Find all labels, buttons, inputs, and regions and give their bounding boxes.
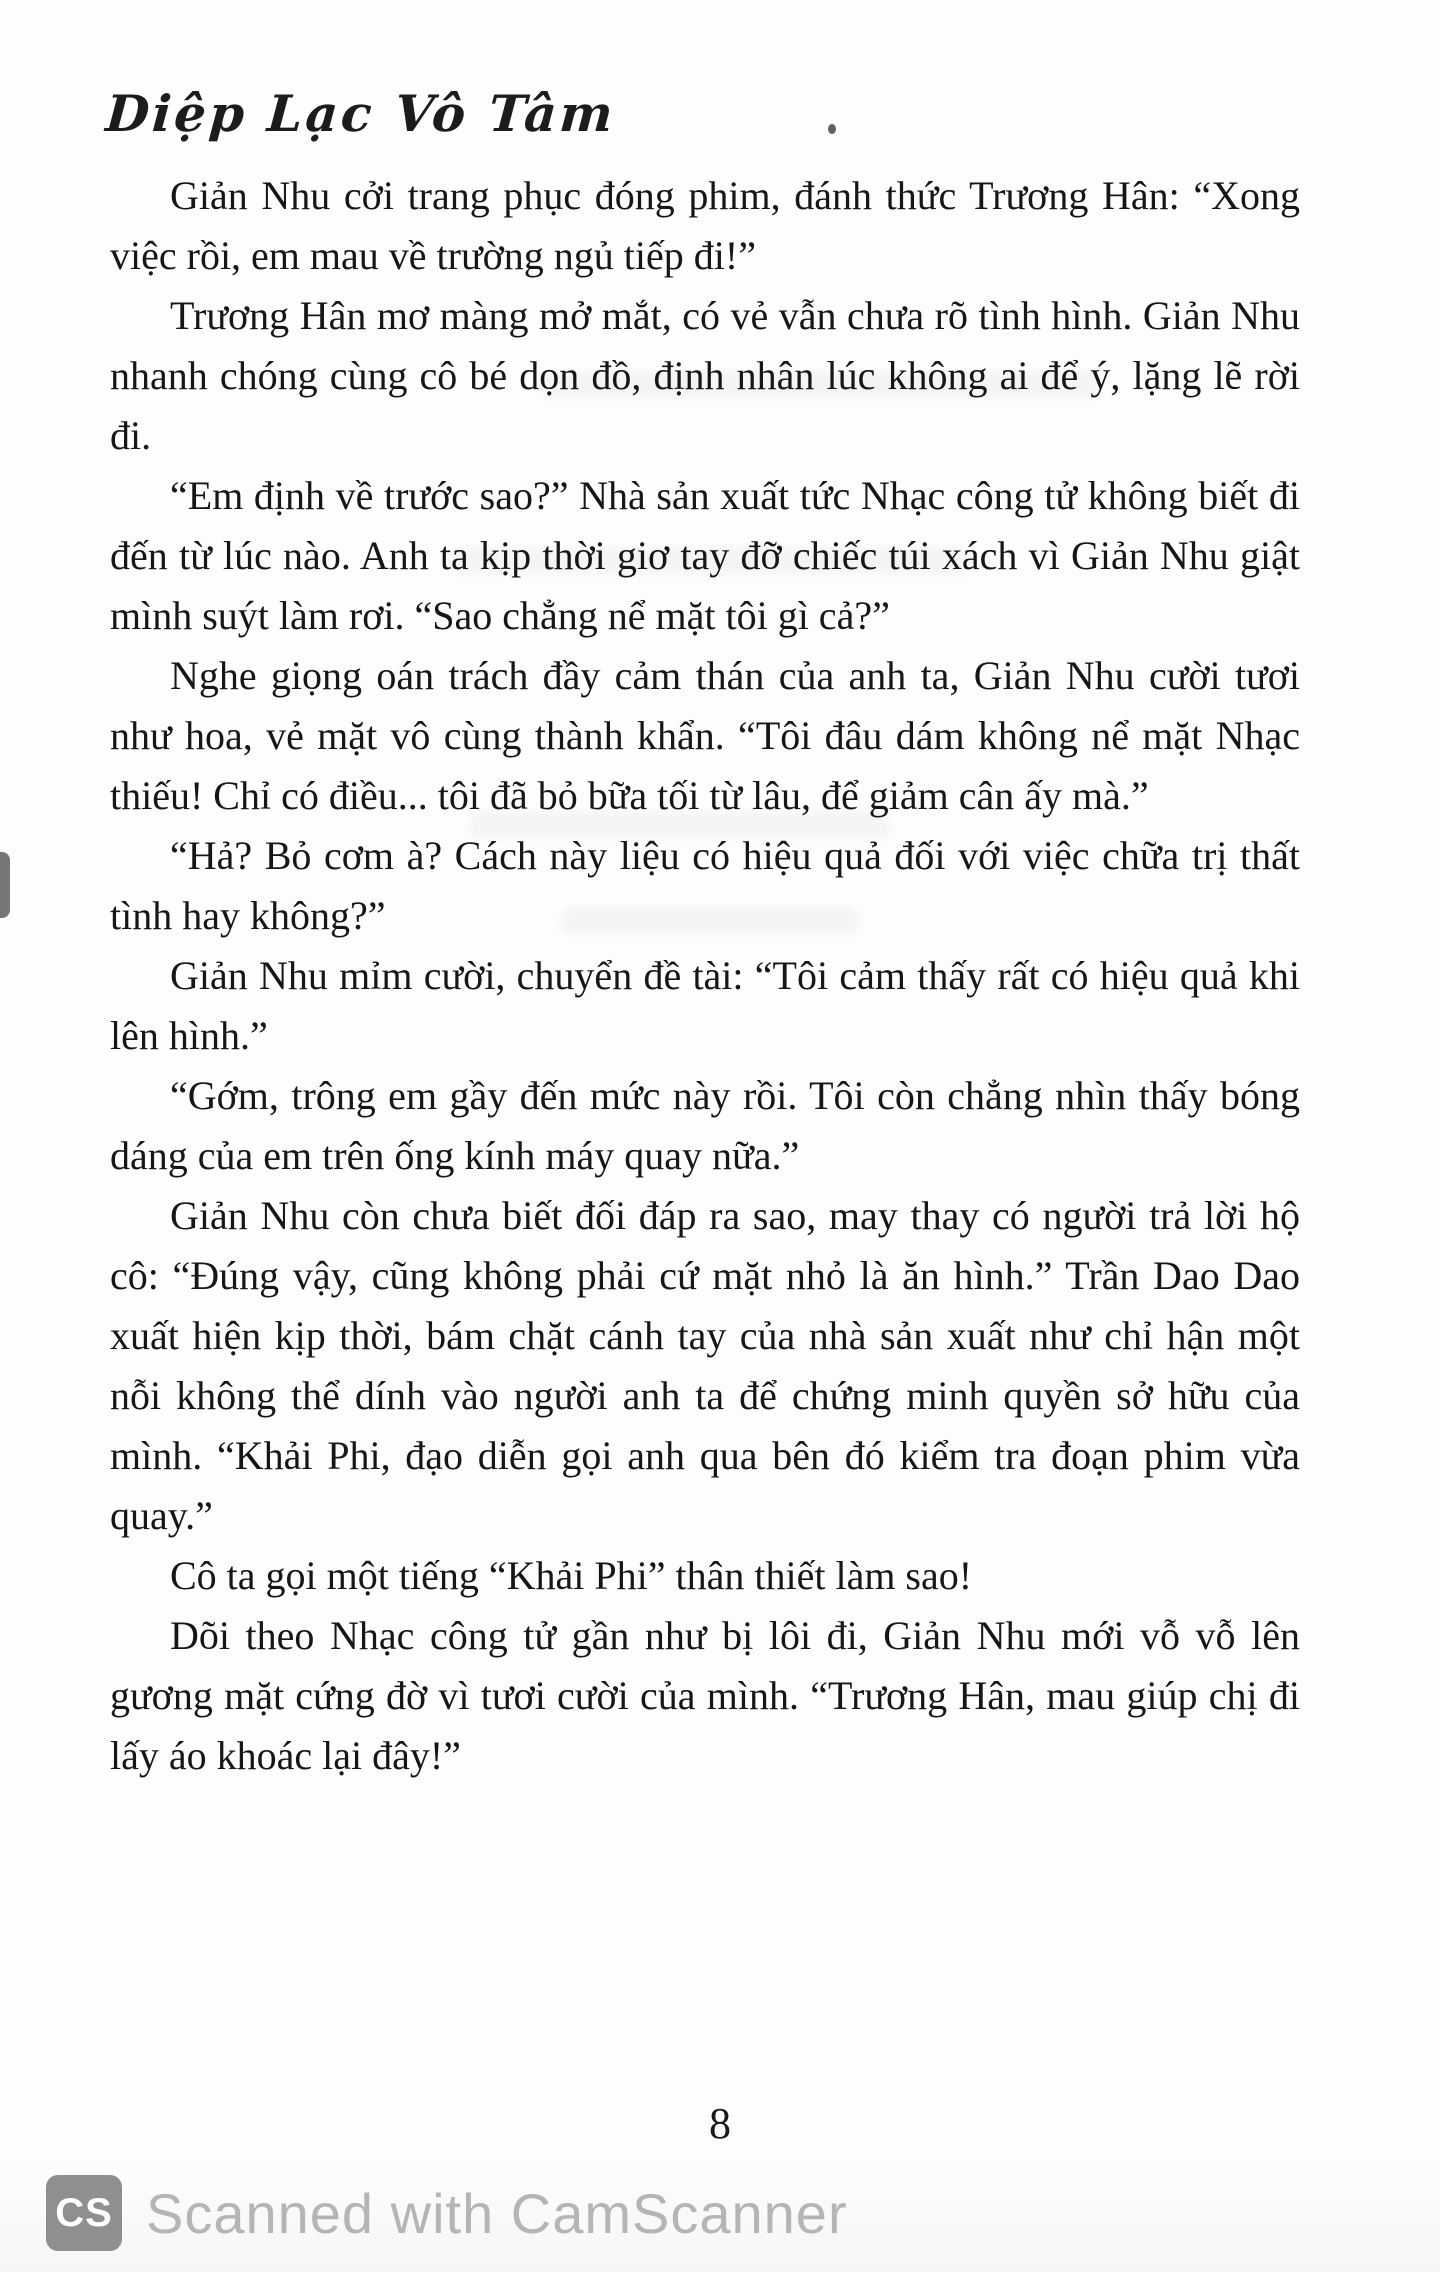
camscanner-footer xyxy=(0,2154,1440,2272)
paragraph: Giản Nhu còn chưa biết đối đáp ra sao, may thay có người trả lời hộ cô: “Đúng vậy, cũng không phải cứ mặt nhỏ là ăn hình.” Trần Dao Dao xuất hiện kịp thời, bám chặt cánh tay của nhà sản xuất như chỉ hận một nỗi không thể dính vào người anh ta để chứng minh quyền sở hữu của mình. “Khải Phi, đạo diễn gọi anh qua bên đó kiểm tra đoạn phim vừa quay.” xyxy=(110,1193,1300,1538)
author-name: Diệp Lạc Vô Tâm xyxy=(103,84,618,143)
page-number: 8 xyxy=(709,2099,731,2148)
scan-smudge xyxy=(0,852,10,918)
page-body xyxy=(110,166,1300,1786)
camscanner-logo-icon xyxy=(46,2175,122,2251)
paragraph: Dõi theo Nhạc công tử gần như bị lôi đi, Giản Nhu mới vỗ vỗ lên gương mặt cứng đờ vì tươi cười của mình. “Trương Hân, mau giúp chị đi lấy áo khoác lại đây!” xyxy=(110,1613,1300,1778)
paragraph: Nghe giọng oán trách đầy cảm thán của anh ta, Giản Nhu cười tươi như hoa, vẻ mặt vô cùng thành khẩn. “Tôi đâu dám không nể mặt Nhạc thiếu! Chỉ có điều... tôi đã bỏ bữa tối từ lâu, để giảm cân ấy mà.” xyxy=(110,653,1300,818)
paragraph: “Gớm, trông em gầy đến mức này rồi. Tôi còn chẳng nhìn thấy bóng dáng của em trên ống kính máy quay nữa.” xyxy=(110,1073,1300,1178)
paragraph: Giản Nhu cởi trang phục đóng phim, đánh thức Trương Hân: “Xong việc rồi, em mau về trường ngủ tiếp đi!” xyxy=(110,173,1300,278)
paragraph: “Hả? Bỏ cơm à? Cách này liệu có hiệu quả đối với việc chữa trị thất tình hay không?” xyxy=(110,833,1300,938)
paragraph: Giản Nhu mỉm cười, chuyển đề tài: “Tôi cảm thấy rất có hiệu quả khi lên hình.” xyxy=(110,953,1300,1058)
camscanner-watermark-text: Scanned with CamScanner xyxy=(146,2181,848,2245)
scan-ink-dot xyxy=(828,124,836,134)
camscanner-logo-text: CS xyxy=(55,2190,113,2235)
paragraph: “Em định về trước sao?” Nhà sản xuất tức Nhạc công tử không biết đi đến từ lúc nào. Anh ta kịp thời giơ tay đỡ chiếc túi xách vì Giản Nhu giật mình suýt làm rơi. “Sao chẳng nể mặt tôi gì cả?” xyxy=(110,473,1300,638)
paragraph: Trương Hân mơ màng mở mắt, có vẻ vẫn chưa rõ tình hình. Giản Nhu nhanh chóng cùng cô bé dọn đồ, định nhân lúc không ai để ý, lặng lẽ rời đi. xyxy=(110,293,1300,458)
paragraph: Cô ta gọi một tiếng “Khải Phi” thân thiết làm sao! xyxy=(170,1553,973,1598)
